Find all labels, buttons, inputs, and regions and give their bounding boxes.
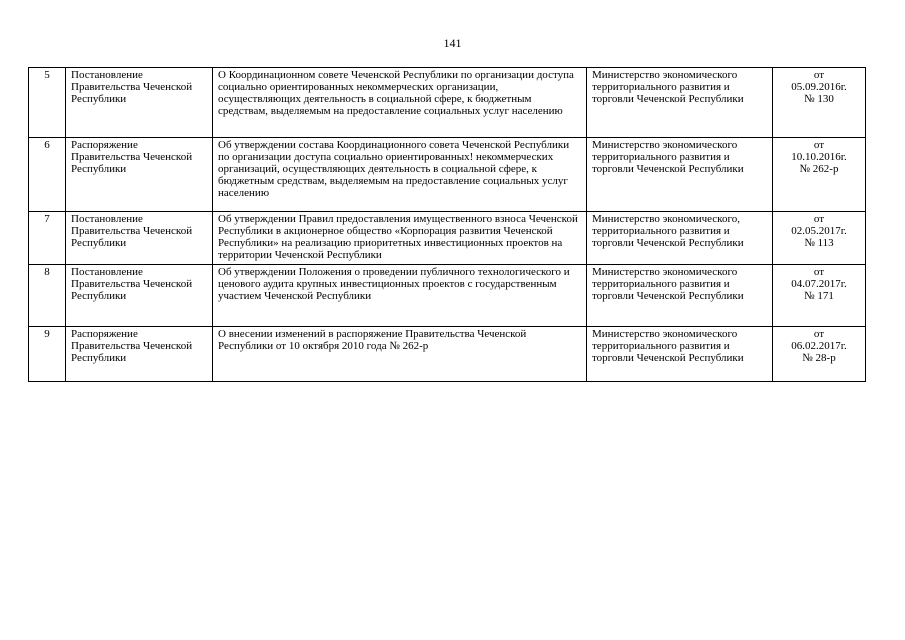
document-number: № 171 — [804, 290, 834, 302]
document-type: Постановление Правительства Чеченской Республики — [66, 68, 213, 138]
document-date: 10.10.2016г. — [791, 151, 847, 163]
document-number: № 262-р — [799, 163, 839, 175]
date-prefix: от — [813, 139, 825, 151]
document-type: Постановление Правительства Чеченской Республики — [66, 265, 213, 327]
table-row — [29, 68, 866, 138]
row-number: 6 — [29, 138, 66, 212]
document-title: Об утверждении Правил предоставления имущественного взноса Чеченской Республики в акционерное общество «Корпорация развития Чеченской Республики» на реализацию приоритетных инвестиционных проектов на территории Чеченской Республики — [213, 212, 587, 265]
document-title: О внесении изменений в распоряжение Правительства Чеченской Республики от 10 октября 2010 года № 262-р — [213, 327, 587, 382]
row-number: 8 — [29, 265, 66, 327]
row-number: 5 — [29, 68, 66, 138]
responsible-ministry: Министерство экономического территориального развития и торговли Чеченской Республики — [587, 327, 773, 382]
table-row — [29, 212, 866, 265]
responsible-ministry: Министерство экономического, территориального развития и торговли Чеченской Республики — [587, 212, 773, 265]
date-prefix: от — [813, 69, 825, 81]
responsible-ministry: Министерство экономического территориального развития и торговли Чеченской Республики — [587, 138, 773, 212]
responsible-ministry: Министерство экономического территориального развития и торговли Чеченской Республики — [587, 265, 773, 327]
document-title: Об утверждении состава Координационного совета Чеченской Республики по организации доступа социально ориентированных! некоммерческих организаций, осуществляющих деятельность в социальной сфере, к бюджетным средствам, выделяемым на предоставление социальных услуг населению — [213, 138, 587, 212]
document-date-cell — [773, 265, 866, 327]
document-number: № 130 — [804, 93, 834, 105]
document-date-cell — [773, 138, 866, 212]
document-date-cell — [773, 68, 866, 138]
row-number: 9 — [29, 327, 66, 382]
document-number: № 28-р — [802, 352, 836, 364]
page-number: 141 — [443, 36, 462, 50]
document-title: О Координационном совете Чеченской Республики по организации доступа социально ориентированных некоммерческих организации, осуществляющих деятельность в социальной сфере, к бюджетным средствам, выделяемым на предоставление социальных услуг населению — [213, 68, 587, 138]
document-date-cell — [773, 212, 866, 265]
document-type: Постановление Правительства Чеченской Республики — [66, 212, 213, 265]
document-date: 04.07.2017г. — [791, 278, 847, 290]
documents-table — [28, 67, 866, 382]
document-date-cell — [773, 327, 866, 382]
table-row — [29, 265, 866, 327]
row-number: 7 — [29, 212, 66, 265]
document-date: 06.02.2017г. — [791, 340, 847, 352]
document-type: Распоряжение Правительства Чеченской Республики — [66, 138, 213, 212]
document-type: Распоряжение Правительства Чеченской Республики — [66, 327, 213, 382]
table-row — [29, 327, 866, 382]
document-number: № 113 — [804, 237, 834, 249]
date-prefix: от — [813, 328, 825, 340]
date-prefix: от — [813, 213, 825, 225]
document-date: 02.05.2017г. — [791, 225, 847, 237]
responsible-ministry: Министерство экономического территориального развития и торговли Чеченской Республики — [587, 68, 773, 138]
document-date: 05.09.2016г. — [791, 81, 847, 93]
document-title: Об утверждении Положения о проведении публичного технологического и ценового аудита крупных инвестиционных проектов с государственным участием Чеченской Республики — [213, 265, 587, 327]
date-prefix: от — [813, 266, 825, 278]
table-row — [29, 138, 866, 212]
